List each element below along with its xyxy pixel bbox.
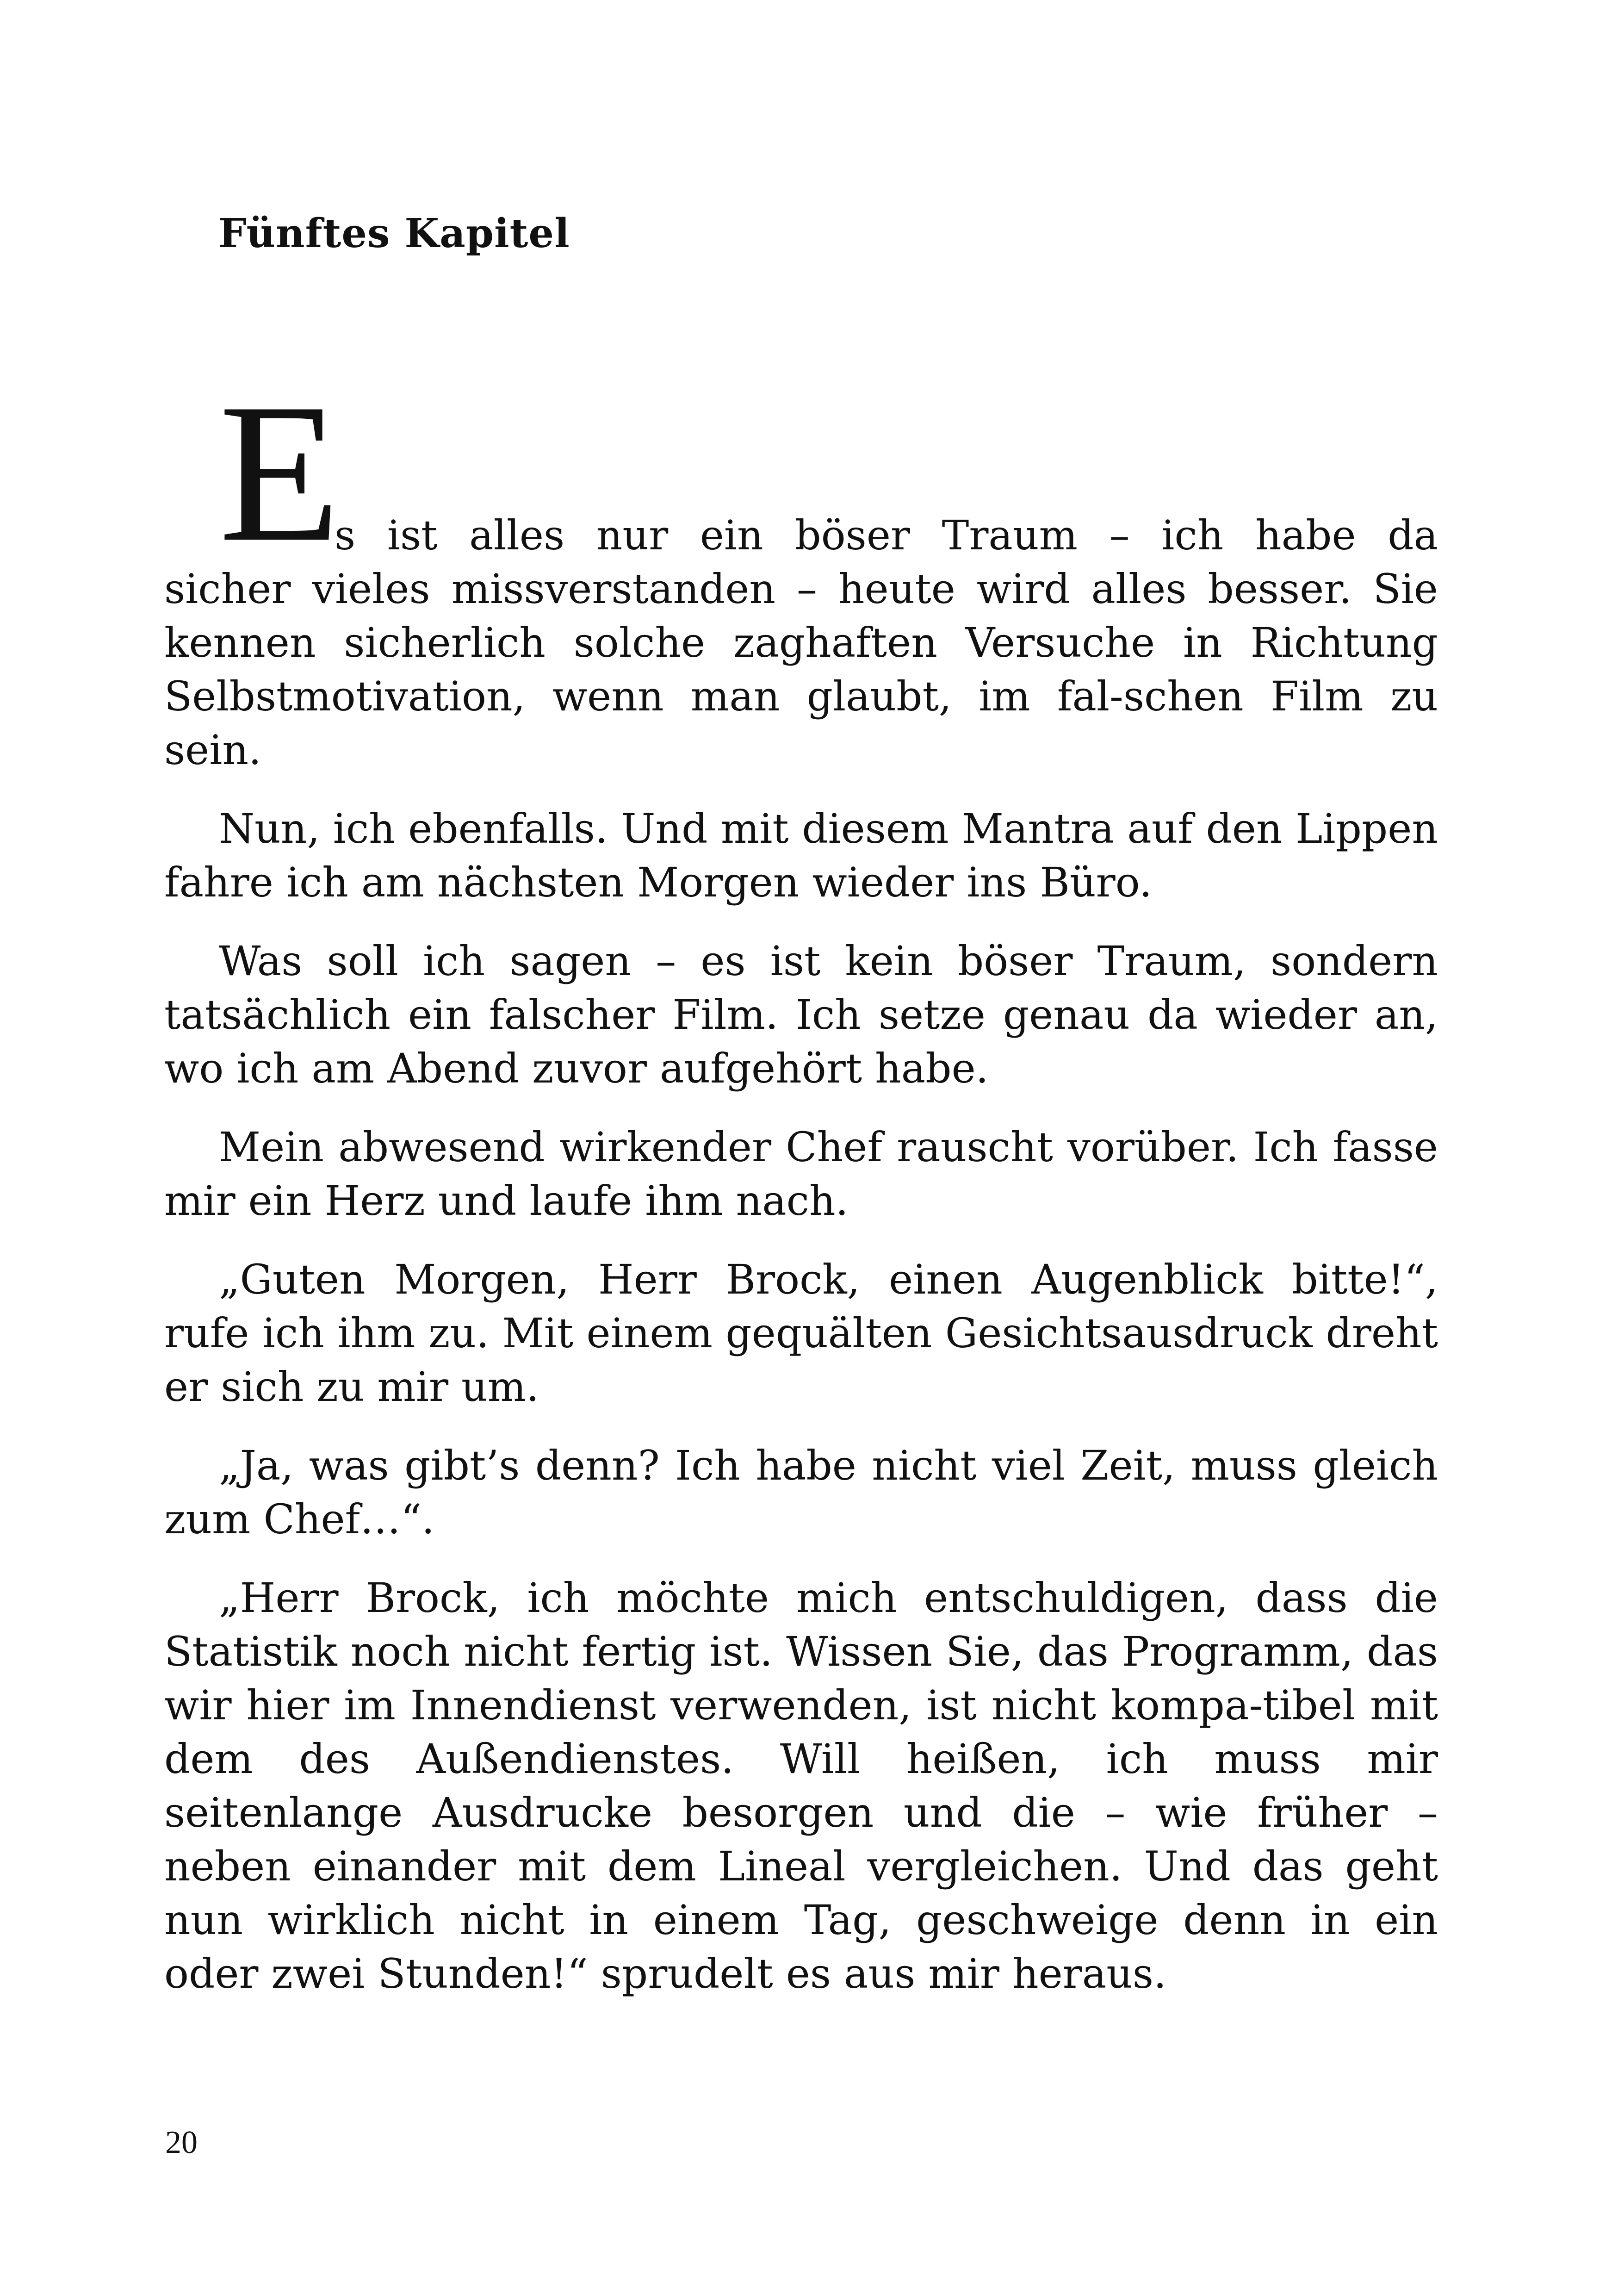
- paragraph: Was soll ich sagen – es ist kein böser Traum, sondern tatsächlich ein falscher Film. Ich setze genau da wieder an, wo ich am Abend zuvor aufgehört habe.: [164, 937, 1438, 1092]
- page-number: 20: [165, 2125, 198, 2160]
- paragraph: Mein abwesend wirkender Chef rauscht vorüber. Ich fasse mir ein Herz und laufe ihm nach.: [164, 1123, 1438, 1225]
- chapter-title: Fünftes Kapitel: [218, 210, 570, 257]
- first-line-text: s ist alles nur ein böser Traum – ich habe da: [335, 511, 1438, 559]
- opening-line: [219, 363, 1438, 583]
- paragraph: sicher vieles missverstanden – heute wird alles besser. Sie kennen sicherlich solche zaghaften Versuche in Richtung Selbstmotivation, wenn man glaubt, im fal-schen Film zu sein.: [164, 565, 1438, 774]
- body-text: [164, 363, 1438, 2026]
- paragraph: Nun, ich ebenfalls. Und mit diesem Mantra auf den Lippen fahre ich am nächsten Morgen wieder ins Büro.: [164, 805, 1438, 906]
- paragraph: „Guten Morgen, Herr Brock, einen Augenblick bitte!“, rufe ich ihm zu. Mit einem gequälten Gesichtsausdruck dreht er sich zu mir um.: [164, 1256, 1438, 1411]
- paragraph: „Ja, was gibt’s denn? Ich habe nicht viel Zeit, muss gleich zum Chef…“.: [164, 1442, 1438, 1543]
- paragraph: „Herr Brock, ich möchte mich entschuldigen, dass die Statistik noch nicht fertig ist. Wissen Sie, das Programm, das wir hier im Innendienst verwenden, ist nicht kompa-tibel mit dem des Außendienstes. Will heißen, ich muss mir seitenlange Ausdrucke besorgen und die – wie früher – neben einander mit dem Lineal vergleichen. Und das geht nun wirklich nicht in einem Tag, geschweige denn in ein oder zwei Stunden!“ sprudelt es aus mir heraus.: [164, 1574, 1438, 1997]
- drop-cap: E: [219, 363, 341, 583]
